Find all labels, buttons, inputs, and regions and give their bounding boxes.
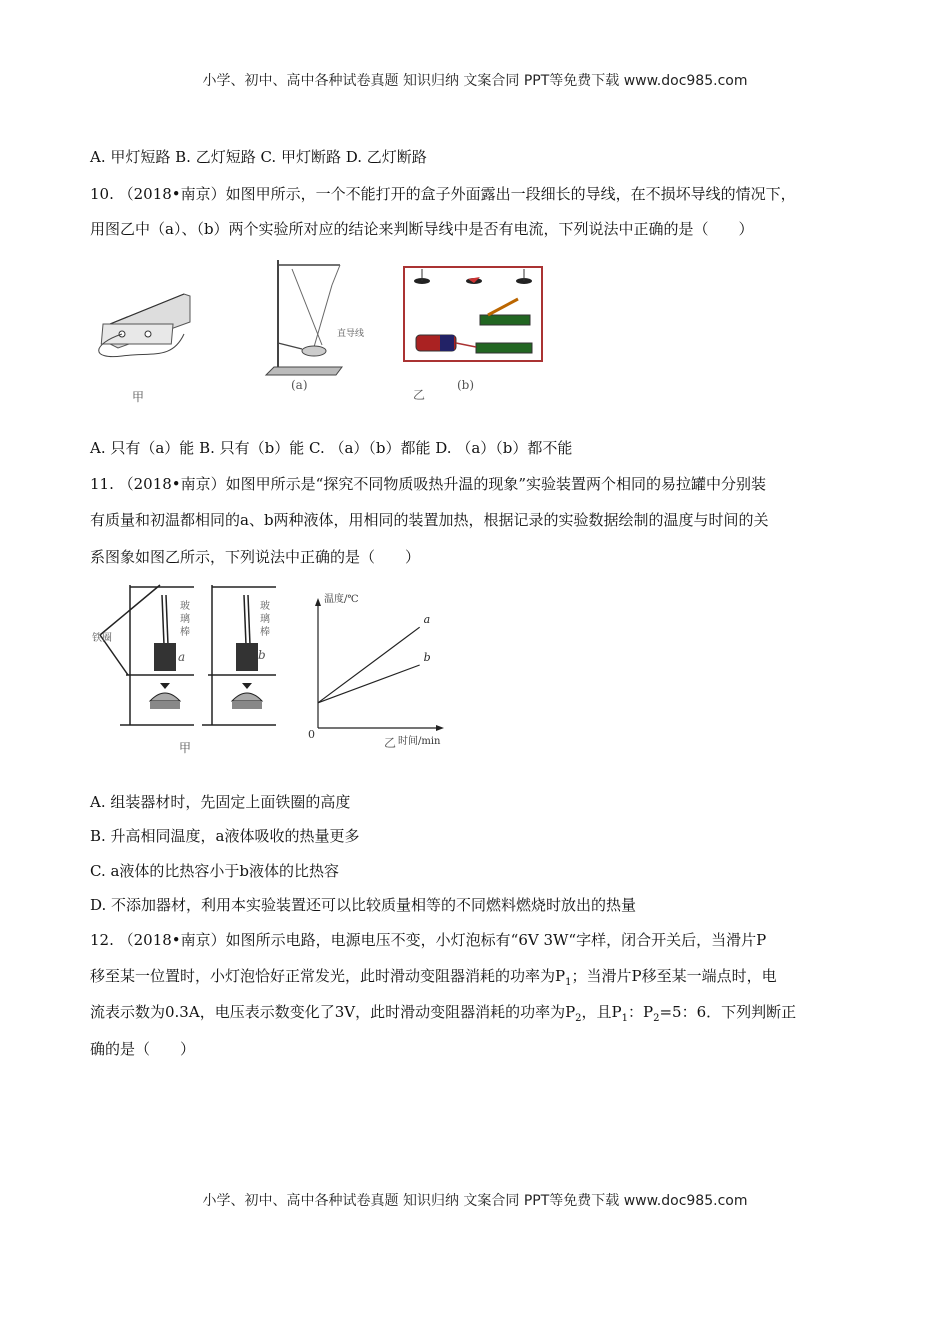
q11-label-rod-3: 棒 bbox=[180, 627, 190, 638]
q10-options: A. 只有（a）能 B. 只有（b）能 C. （a）（b）都能 D. （a）（b）都不能 bbox=[90, 439, 573, 457]
q11-label-can-b: b bbox=[258, 648, 266, 662]
chart-series-label-a: a bbox=[423, 613, 431, 627]
q11-caption-yi: 乙 bbox=[384, 736, 397, 750]
q10-caption-b: (b) bbox=[457, 378, 475, 392]
q11-chart bbox=[300, 588, 460, 748]
q10-figure-a-stand bbox=[262, 255, 372, 385]
q12-stem-line2: 移至某一位置时，小灯泡恰好正常发光，此时滑动变阻器消耗的功率为$P_1$；当滑片P移至某一端点时，电 bbox=[90, 967, 777, 988]
page-footer: 小学、初中、高中各种试卷真题 知识归纳 文案合同 PPT等免费下载 www.doc985.com bbox=[202, 1193, 748, 1209]
q11-option-a: A. 组装器材时，先固定上面铁圈的高度 bbox=[90, 793, 351, 811]
q12-stem-line3: 流表示数为0.3A，电压表示数变化了3V，此时滑动变阻器消耗的功率为$P_2$，且$P_1$：$P_2=5$：6．下列判断正 bbox=[90, 1003, 797, 1024]
q10-stem-line2: 用图乙中（a）、（b）两个实验所对应的结论来判断导线中是否有电流，下列说法中正确的是（ ） bbox=[90, 220, 754, 238]
q11-option-b: B. 升高相同温度，a液体吸收的热量更多 bbox=[90, 827, 360, 845]
q11-caption-jia: 甲 bbox=[179, 741, 192, 755]
q10-caption-yi: 乙 bbox=[413, 388, 426, 402]
q11-label-rod-3b: 棒 bbox=[260, 627, 270, 638]
q10-figure-box bbox=[92, 290, 192, 370]
chart-origin: 0 bbox=[308, 728, 315, 741]
chart-line-b bbox=[318, 665, 420, 703]
q11-label-can-a: a bbox=[178, 650, 186, 664]
q11-stem-line1: 11. （2018•南京）如图甲所示是“探究不同物质吸热升温的现象”实验装置两个相同的易拉罐中分别装 bbox=[90, 475, 766, 493]
q11-label-rod-2: 璃 bbox=[180, 614, 190, 625]
chart-series-label-b: b bbox=[423, 651, 431, 664]
chart-ylabel: 温度/℃ bbox=[324, 594, 359, 605]
q11-label-rod-1b: 玻 bbox=[260, 601, 270, 612]
q12-stem-line4: 确的是（ ） bbox=[90, 1040, 196, 1058]
q10-caption-a: (a) bbox=[291, 378, 308, 392]
q10-stem-line1: 10. （2018•南京）如图甲所示，一个不能打开的盒子外面露出一段细长的导线，在不损坏导线的情况下， bbox=[90, 185, 796, 203]
q11-stem-line3: 系图象如图乙所示，下列说法中正确的是（ ） bbox=[90, 548, 421, 566]
chart-x-arrow bbox=[436, 725, 444, 731]
q11-label-rod-2b: 璃 bbox=[260, 614, 270, 625]
q11-label-iron-ring: 铁圈 bbox=[92, 633, 112, 644]
chart-line-a bbox=[318, 627, 420, 703]
q11-option-d: D. 不添加器材，利用本实验装置还可以比较质量相等的不同燃料燃烧时放出的热量 bbox=[90, 896, 637, 914]
q11-label-rod-1: 玻 bbox=[180, 601, 190, 612]
q11-option-c: C. a液体的比热容小于b液体的比热容 bbox=[90, 862, 340, 880]
q12-stem-line1: 12. （2018•南京）如图所示电路，电源电压不变，小灯泡标有“6V 3W“字样，闭合开关后，当滑片P bbox=[90, 931, 767, 949]
chart-y-arrow bbox=[315, 598, 321, 606]
q9-options: A. 甲灯短路 B. 乙灯短路 C. 甲灯断路 D. 乙灯断路 bbox=[90, 148, 427, 166]
q11-stem-line2: 有质量和初温都相同的a、b两种液体，用相同的装置加热，根据记录的实验数据绘制的温度与时间的关 bbox=[90, 511, 769, 529]
page-header: 小学、初中、高中各种试卷真题 知识归纳 文案合同 PPT等免费下载 www.doc985.com bbox=[202, 73, 748, 89]
q10-label-wire: 直导线 bbox=[337, 329, 365, 339]
q10-caption-jia: 甲 bbox=[132, 390, 145, 404]
chart-xlabel: 时间/min bbox=[398, 736, 441, 747]
q10-figure-b-circuit bbox=[400, 263, 545, 368]
